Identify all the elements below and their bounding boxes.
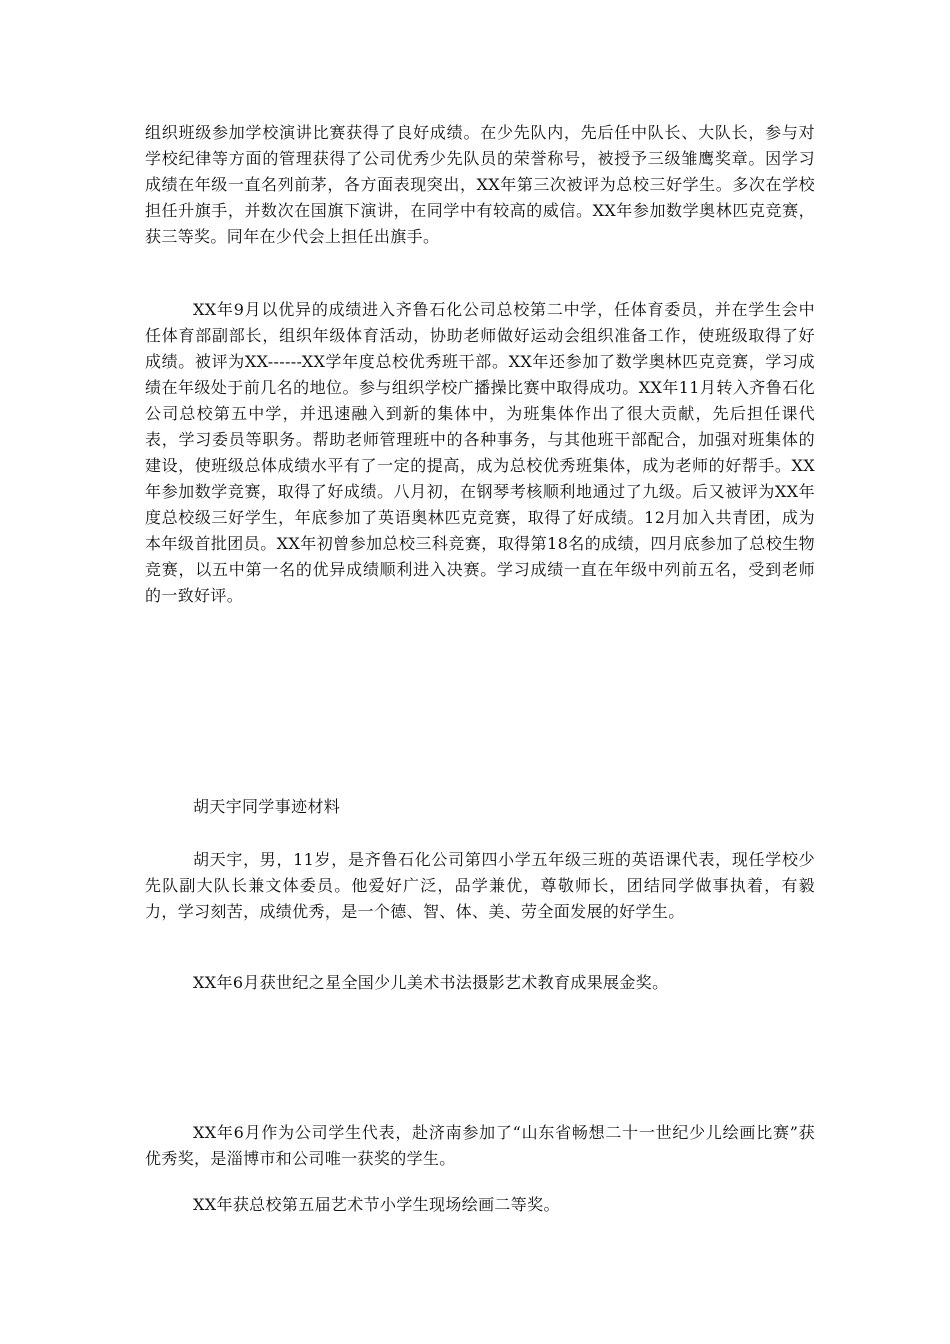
section-title: 胡天宇同学事迹材料 xyxy=(193,797,341,816)
paragraph-6: XX年获总校第五届艺术节小学生现场绘画二等奖。 xyxy=(193,1195,560,1214)
paragraph-5: XX年6月作为公司学生代表，赴济南参加了“山东省畅想二十一世纪少儿绘画比赛”获优秀奖，是淄博市和公司唯一获奖的学生。 xyxy=(145,1123,815,1168)
paragraph-3: 胡天宇，男，11岁，是齐鲁石化公司第四小学五年级三班的英语课代表，现任学校少先队副大队长兼文体委员。他爱好广泛，品学兼优，尊敬师长，团结同学做事执着，有毅力，学习刻苦，成绩优秀，是一个德、智、体、美、劳全面发展的好学生。 xyxy=(145,850,815,921)
paragraph-1: 组织班级参加学校演讲比赛获得了良好成绩。在少先队内，先后任中队长、大队长，参与对学校纪律等方面的管理获得了公司优秀少先队员的荣誉称号，被授予三级雏鹰奖章。因学习成绩在年级一直名列前茅，各方面表现突出，XX年第三次被评为总校三好学生。多次在学校担任升旗手，并数次在国旗下演讲，在同学中有较高的威信。XX年参加数学奥林匹克竞赛，获三等奖。同年在少代会上担任出旗手。 xyxy=(145,123,815,246)
paragraph-4: XX年6月获世纪之星全国少儿美术书法摄影艺术教育成果展金奖。 xyxy=(193,973,669,992)
paragraph-2: XX年9月以优异的成绩进入齐鲁石化公司总校第二中学，任体育委员，并在学生会中任体育部副部长，组织年级体育活动，协助老师做好运动会组织准备工作，使班级取得了好成绩。被评为XX------XX学年度总校优秀班干部。XX年还参加了数学奥林匹克竞赛，学习成绩在年级处于前几名的地位。参与组织学校广播操比赛中取得成功。XX年11月转入齐鲁石化公司总校第五中学，并迅速融入到新的集体中，为班集体作出了很大贡献，先后担任课代表，学习委员等职务。帮助老师管理班中的各种事务，与其他班干部配合，加强对班集体的建设，使班级总体成绩水平有了一定的提高，成为总校优秀班集体，成为老师的好帮手。XX年参加数学竞赛，取得了好成绩。八月初，在钢琴考核顺利地通过了九级。后又被评为XX年度总校级三好学生，年底参加了英语奥林匹克竞赛，取得了好成绩。12月加入共青团，成为本年级首批团员。XX年初曾参加总校三科竞赛，取得第18名的成绩，四月底参加了总校生物竞赛，以五中第一名的优异成绩顺利进入决赛。学习成绩一直在年级中列前五名，受到老师的一致好评。 xyxy=(145,300,815,605)
